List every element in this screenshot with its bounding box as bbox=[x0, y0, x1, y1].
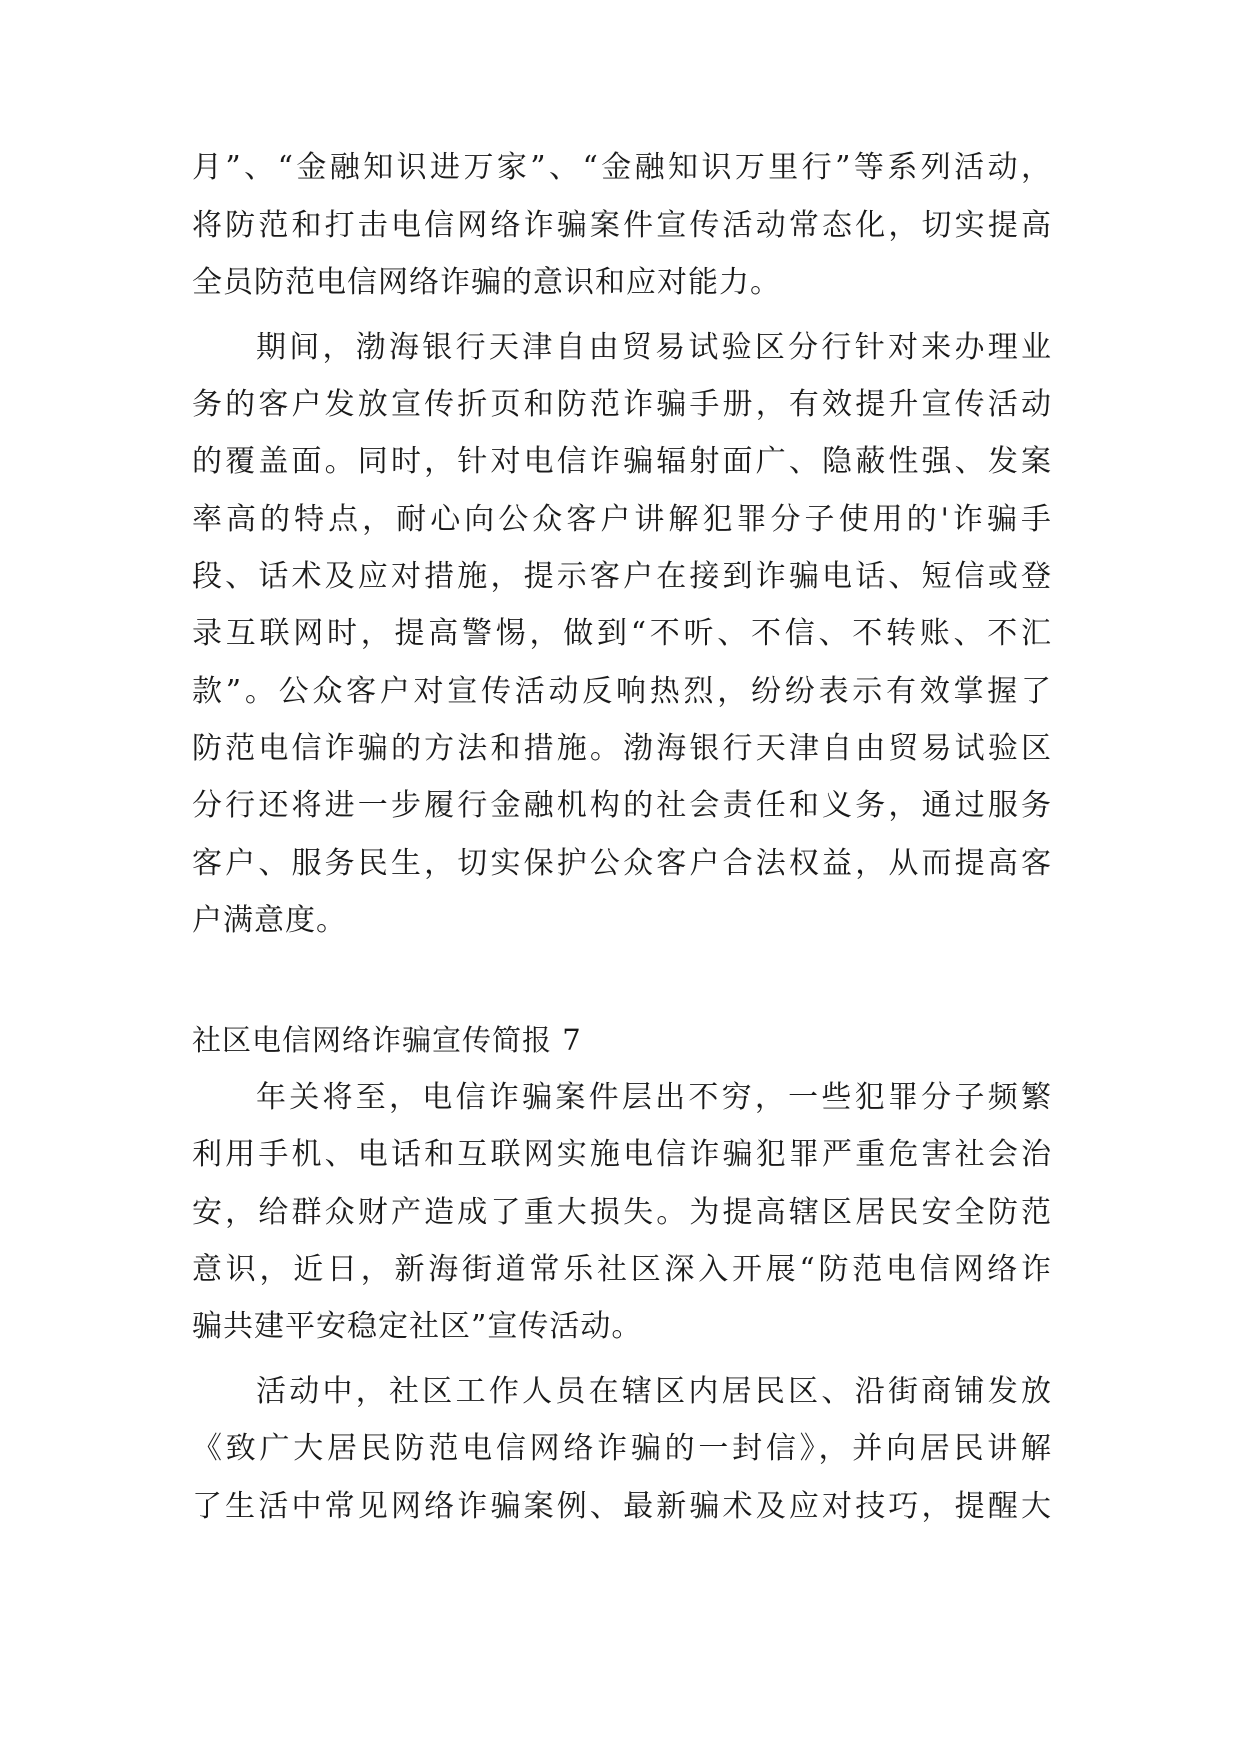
paragraph-line: 年关将至，电信诈骗案件层出不穷，一些犯罪分子频繁 bbox=[256, 1080, 1052, 1115]
paragraph-line: 分行还将进一步履行金融机构的社会责任和义务，通过服务 bbox=[192, 788, 1052, 823]
paragraph-line: 款”。公众客户对宣传活动反响热烈，纷纷表示有效掌握了 bbox=[192, 674, 1052, 709]
paragraph-line: 户满意度。 bbox=[192, 903, 347, 938]
paragraph-line: 《致广大居民防范电信网络诈骗的一封信》，并向居民讲解 bbox=[192, 1431, 1052, 1466]
paragraph-line: 全员防范电信网络诈骗的意识和应对能力。 bbox=[192, 265, 781, 300]
paragraph-line: 月”、“金融知识进万家”、“金融知识万里行”等系列活动， bbox=[192, 150, 1052, 185]
paragraph-line: 活动中，社区工作人员在辖区内居民区、沿街商铺发放 bbox=[256, 1374, 1052, 1409]
paragraph-line: 将防范和打击电信网络诈骗案件宣传活动常态化，切实提高 bbox=[192, 208, 1052, 243]
section-title: 社区电信网络诈骗宣传简报 7 bbox=[192, 1023, 582, 1057]
paragraph-line: 的覆盖面。同时，针对电信诈骗辐射面广、隐蔽性强、发案 bbox=[192, 444, 1052, 479]
paragraph-line: 利用手机、电话和互联网实施电信诈骗犯罪严重危害社会治 bbox=[192, 1137, 1052, 1172]
paragraph-line: 期间，渤海银行天津自由贸易试验区分行针对来办理业 bbox=[256, 330, 1052, 365]
paragraph-line: 客户、服务民生，切实保护公众客户合法权益，从而提高客 bbox=[192, 846, 1052, 881]
paragraph-line: 了生活中常见网络诈骗案例、最新骗术及应对技巧，提醒大 bbox=[192, 1489, 1052, 1524]
paragraph-line: 意识，近日，新海街道常乐社区深入开展“防范电信网络诈 bbox=[192, 1252, 1052, 1287]
paragraph-line: 率高的特点，耐心向公众客户讲解犯罪分子使用的'诈骗手 bbox=[192, 502, 1052, 537]
paragraph-line: 安，给群众财产造成了重大损失。为提高辖区居民安全防范 bbox=[192, 1195, 1052, 1230]
paragraph-line: 段、话术及应对措施，提示客户在接到诈骗电话、短信或登 bbox=[192, 559, 1052, 594]
paragraph-line: 录互联网时，提高警惕，做到“不听、不信、不转账、不汇 bbox=[192, 616, 1052, 651]
paragraph-line: 骗共建平安稳定社区”宣传活动。 bbox=[192, 1309, 643, 1344]
paragraph-line: 务的客户发放宣传折页和防范诈骗手册，有效提升宣传活动 bbox=[192, 387, 1052, 422]
paragraph-line: 防范电信诈骗的方法和措施。渤海银行天津自由贸易试验区 bbox=[192, 731, 1052, 766]
